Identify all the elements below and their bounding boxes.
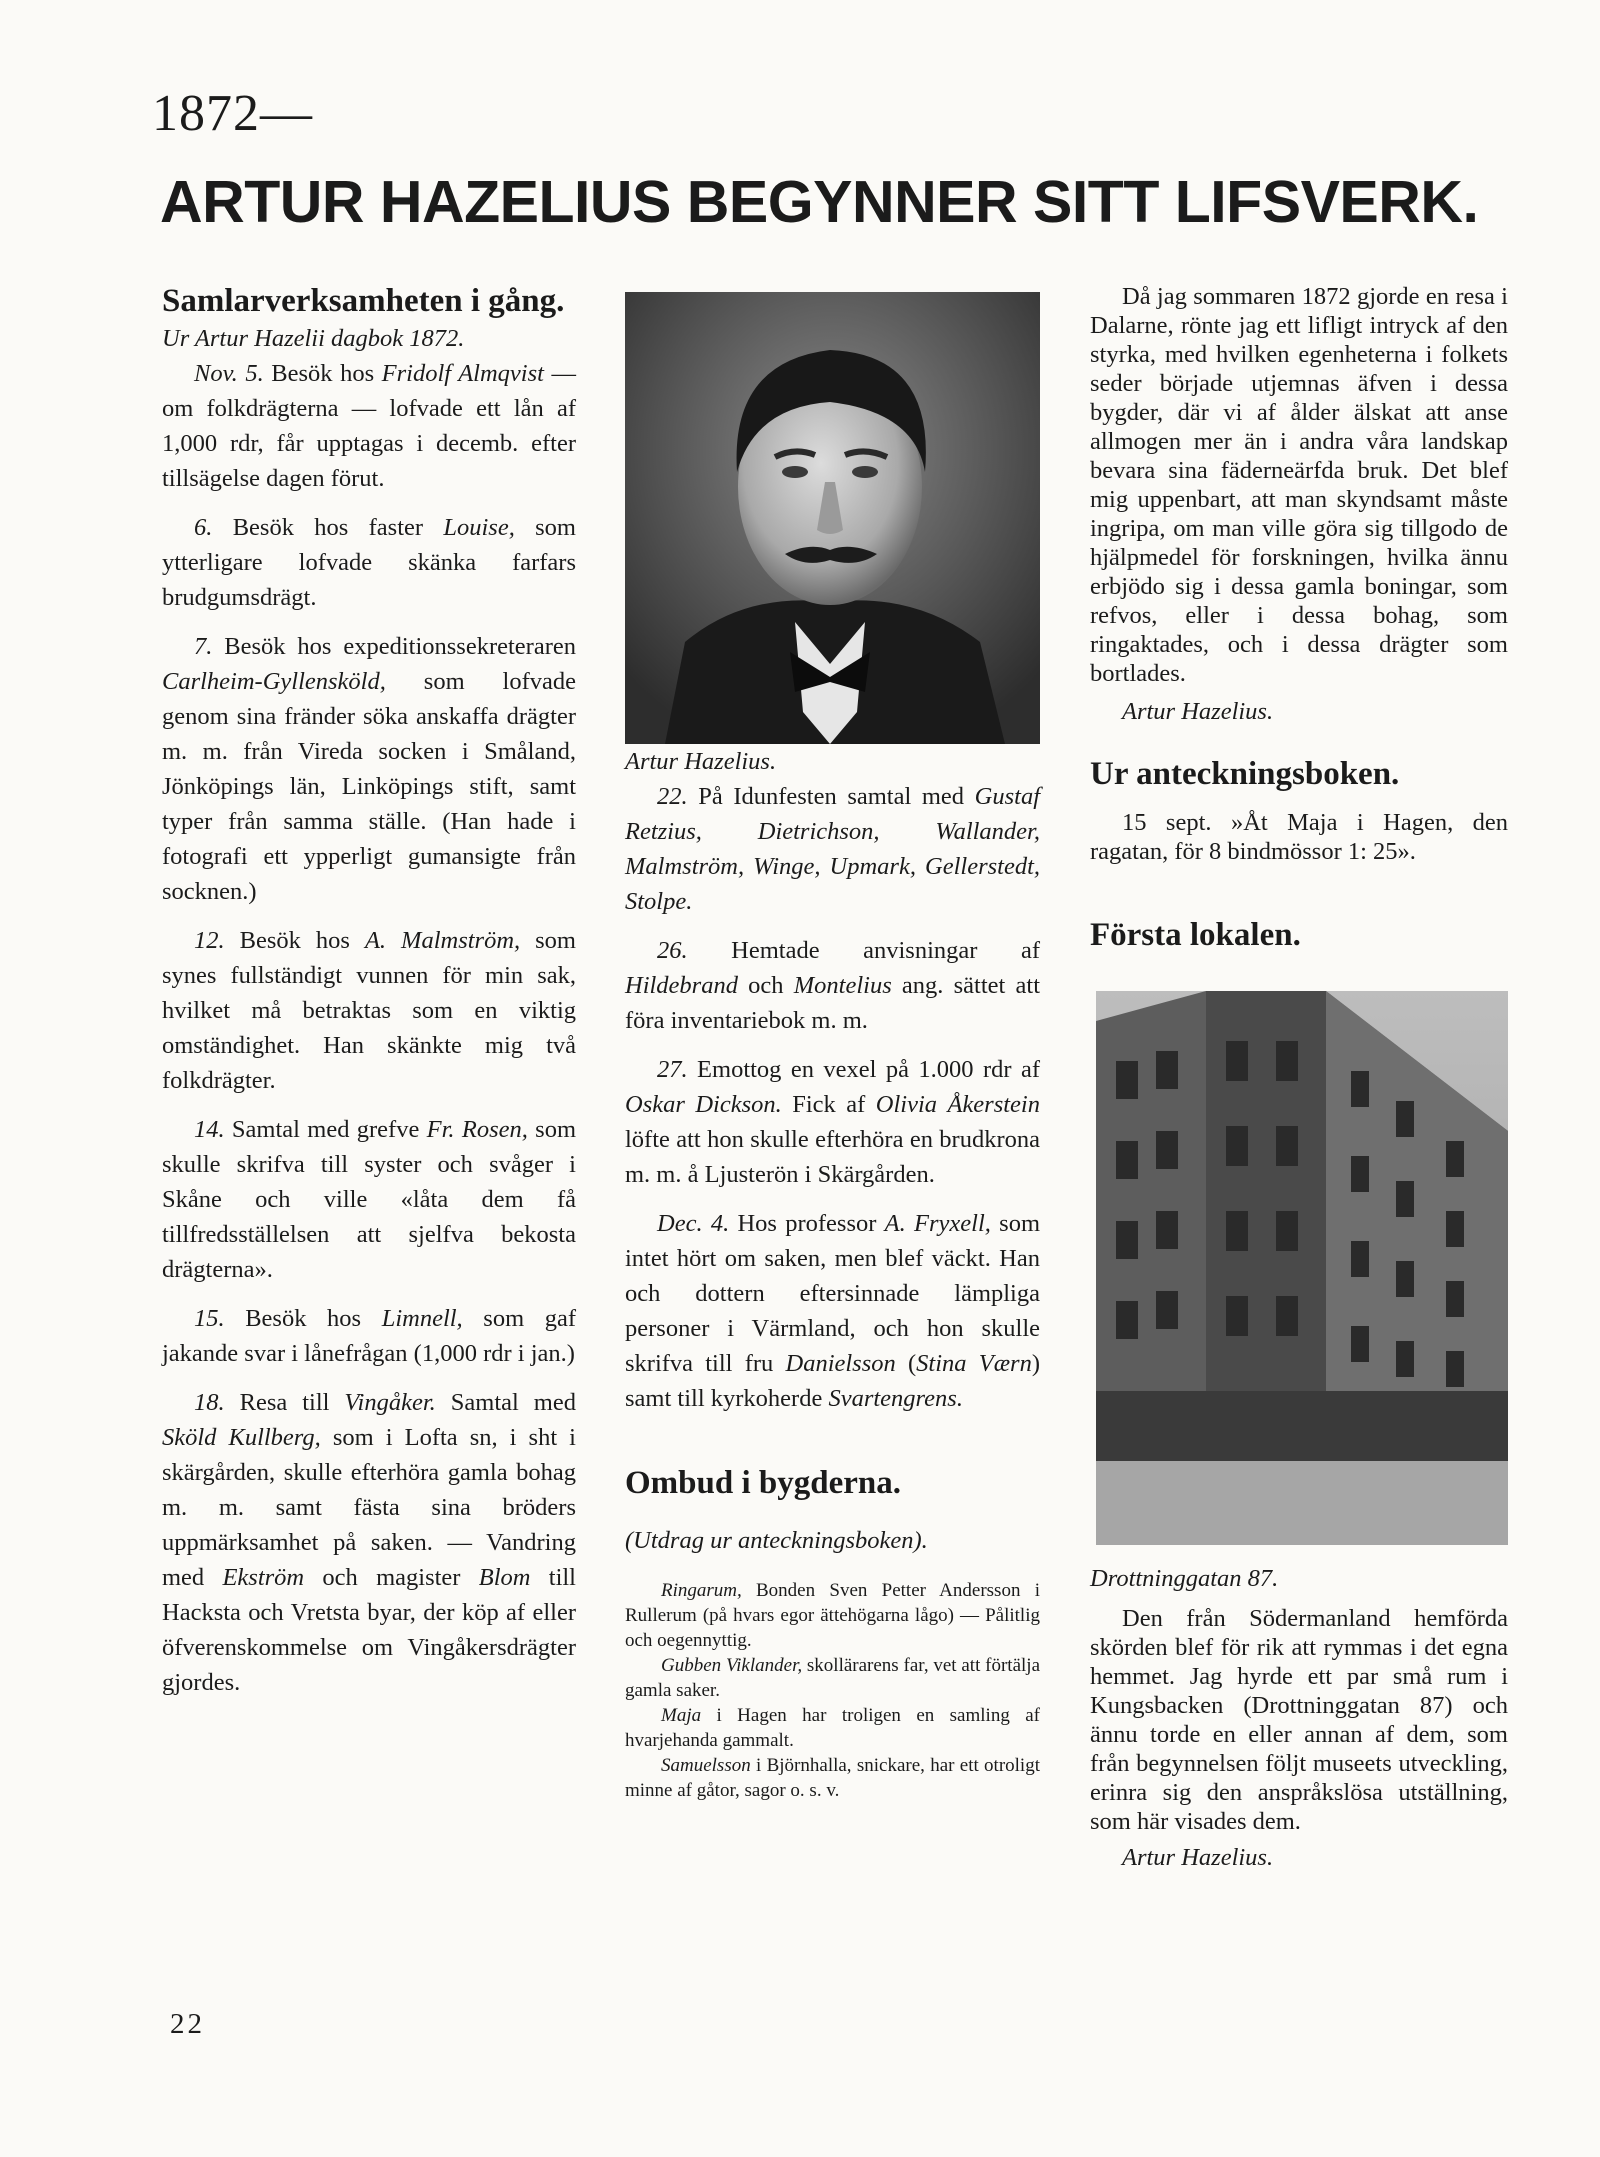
year-heading: 1872—: [152, 85, 313, 142]
entry-date: Nov. 5.: [194, 360, 264, 387]
intro-quote: Då jag sommaren 1872 gjorde en resa i Dalarne, rönte jag ett lifligt intryck af den styrka, med hvilken egenheterna i folkets seder började utjemnas äfven i dessa bygder, där vi af ålder älskat att anse allmogen mer än i andra våra landskap bevara sina fäderneärfda bruk. Det blef mig uppenbart, att man skyndsamt måste ingripa, om man ville göra sig tillgodo de hjälpmedel för forskningen, hvilka ännu erbjödo sig i dessa gamla boningar, som refvos, eller i dessa bohag, som ringaktades, och i dessa drägter som bortlades.: [1090, 283, 1508, 687]
column-right: [1090, 282, 1508, 1875]
entry-date: 6.: [194, 514, 213, 541]
ombud-item: Samuelsson i Björnhalla, snickare, har ett otroligt minne af gåtor, sagor o. s. v.: [625, 1755, 1040, 1801]
ombud-item: Gubben Viklander, skollärarens far, vet att förtälja gamla saker.: [625, 1655, 1041, 1701]
diary-entry: 22. På Idunfesten samtal med Gustaf Retzius, Dietrichson, Wallander, Malmström, Winge, Upmark, Gellerstedt, Stolpe.: [625, 783, 1040, 915]
diary-entry: 6. Besök hos faster Louise, som ytterligare lofvade skänka farfars brudgumsdrägt.: [162, 514, 576, 611]
anteckning-text: 15 sept. »Åt Maja i Hagen, den ragatan, för 8 bindmössor 1: 25».: [1090, 809, 1508, 865]
lokal-text: Den från Södermanland hemförda skörden blef för rik att rymmas i det egna hemmet. Jag hyrde ett par små rum i Kungsbacken (Drottninggatan 87) och ännu torde en eller annan af dem, som från begynnelsen följt museets utveckling, erinra sig den anspråkslösa utställning, som här visades dem.: [1090, 1605, 1508, 1835]
column-middle: [625, 292, 1040, 1803]
column-diary: [162, 282, 576, 1700]
building-image: [1096, 991, 1508, 1545]
diary-entry: Dec. 4. Hos professor A. Fryxell, som intet hört om saken, men blef väckt. Han och dottern eftersinnade lämpliga personer i Värmland, och hon skulle skrifva till fru Danielsson (Stina Værn) samt till kyrkoherde Svartengrens.: [625, 1210, 1040, 1412]
diary-entry: 18. Resa till Vingåker. Samtal med Sköld Kullberg, som i Lofta sn, i sht i skärgården, skulle efterhöra gamla bohag m. m. samt fästa sina bröders uppmärksamhet på saken. — Vandring med Ekström och magister Blom till Hacksta och Vretsta byar, der köp af eller öfverenskommelse om Vingåkersdrägter gjordes.: [162, 1389, 576, 1696]
section-heading-samlarverksamheten: Samlarverksamheten i gång.: [162, 283, 565, 319]
building-photo: [1096, 991, 1508, 1545]
portrait-photo: [625, 292, 1040, 744]
entry-date: Dec. 4.: [657, 1210, 730, 1237]
diary-entry: 27. Emottog en vexel på 1.000 rdr af Oskar Dickson. Fick af Olivia Åkerstein löfte att hon skulle efterhöra en brudkrona m. m. å Ljusterön i Skärgården.: [625, 1056, 1040, 1188]
portrait-caption: Artur Hazelius.: [625, 748, 777, 775]
diary-entry: 14. Samtal med grefve Fr. Rosen, som skulle skrifva till syster och svåger i Skåne och ville «låta dem få tillfredsställelsen att sjelfva bekosta drägterna».: [162, 1116, 577, 1283]
entry-date: 15.: [194, 1305, 225, 1332]
entry-date: 27.: [657, 1056, 688, 1083]
ombud-item: Maja i Hagen har troligen en samling af hvarjehanda gammalt.: [625, 1705, 1040, 1751]
diary-entry: Nov. 5. Besök hos Fridolf Almqvist — om folkdrägterna — lofvade ett lån af 1,000 rdr, får upptagas i decemb. efter tillsägelse dagen förut.: [162, 360, 576, 492]
diary-entry: 12. Besök hos A. Malmström, som synes fullständigt vunnen för min sak, hvilket må betraktas som en viktig omständighet. Han skänkte mig två folkdrägter.: [162, 927, 576, 1094]
page-number: 22: [170, 2008, 205, 2040]
signature: Artur Hazelius.: [1122, 1844, 1274, 1871]
building-caption: Drottninggatan 87.: [1090, 1565, 1279, 1592]
entry-date: 26.: [657, 937, 688, 964]
ombud-list: [625, 1578, 1040, 1803]
entry-date: 22.: [657, 783, 688, 810]
section-heading-forsta-lokalen: Första lokalen.: [1090, 917, 1301, 953]
entry-date: 14.: [194, 1116, 225, 1143]
entry-date: 18.: [194, 1389, 225, 1416]
diary-entry: 26. Hemtade anvisningar af Hildebrand och Montelius ang. sättet att föra inventariebok m. m.: [625, 937, 1040, 1034]
section-heading-anteckningsboken: Ur anteckningsboken.: [1090, 756, 1400, 792]
portrait-image: [625, 292, 1040, 744]
ombud-item: Ringarum, Bonden Sven Petter Andersson i Rullerum (på hvars egor ättehögarna lågo) — Pålitlig och oegennyttig.: [625, 1580, 1040, 1651]
entry-date: 7.: [194, 633, 213, 660]
diary-entry: 15. Besök hos Limnell, som gaf jakande svar i lånefrågan (1,000 rdr i jan.): [162, 1305, 576, 1367]
ombud-source: (Utdrag ur anteckningsboken).: [625, 1527, 928, 1554]
page-headline: ARTUR HAZELIUS BEGYNNER SITT LIFSVERK.: [160, 169, 1479, 235]
diary-source: Ur Artur Hazelii dagbok 1872.: [162, 325, 465, 352]
diary-entry: 7. Besök hos expeditionssekreteraren Carlheim-Gyllensköld, som lofvade genom sina fränder söka anskaffa drägter m. m. från Vireda socken i Småland, Jönköpings län, Linköpings stift, samt typer från samma ställe. (Han hade i fotografi ett ypperligt gumansigte från socknen.): [162, 633, 576, 905]
section-heading-ombud: Ombud i bygderna.: [625, 1465, 901, 1501]
signature: Artur Hazelius.: [1122, 698, 1274, 725]
entry-date: 12.: [194, 927, 225, 954]
